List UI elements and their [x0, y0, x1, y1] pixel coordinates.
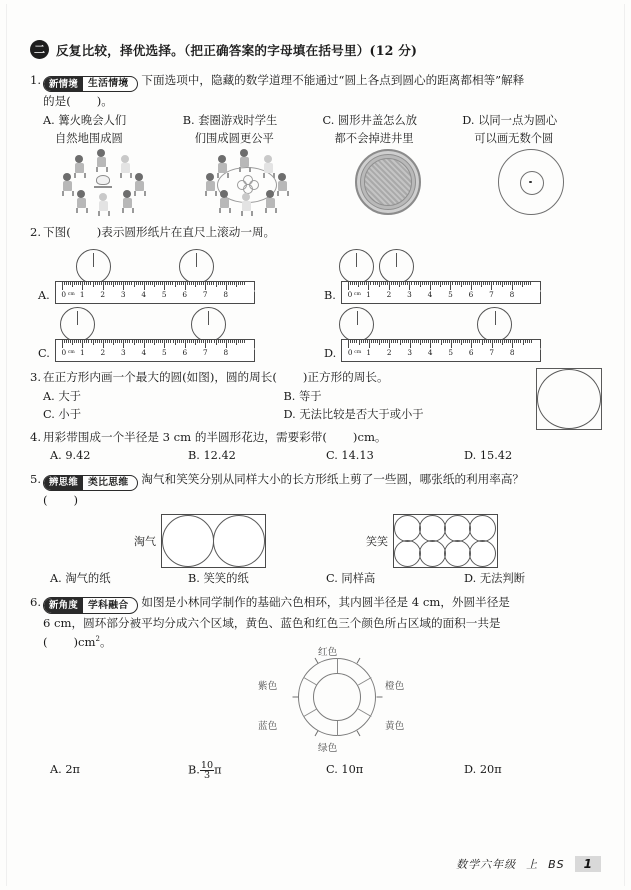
cut-circle: [394, 515, 421, 542]
wheel-label-yellow: 黄色: [385, 720, 405, 732]
question-3-number: 3.: [30, 369, 42, 384]
question-6-option-c[interactable]: C. 10π: [326, 762, 364, 776]
ring-pegs-group: [235, 175, 259, 191]
question-6-text-3c: 。: [100, 634, 112, 649]
option-label: B. 套圈游戏时学生: [182, 114, 278, 128]
kid-figure: [277, 173, 288, 196]
section-title: 反复比较，择优选择。（把正确答案的字母填在括号里）(12 分): [56, 43, 418, 58]
question-6-color-wheel-figure: [30, 646, 602, 760]
footer-subject: 数学六年级: [456, 858, 517, 871]
option-label: A. 篝火晚会人们: [43, 114, 127, 128]
manhole-cover-photo: [316, 149, 459, 217]
wheel-label-blue: 蓝色: [258, 720, 278, 732]
fraction-ten-thirds: $\frac{10}{3}$: [200, 759, 214, 782]
option-label: B.: [324, 288, 336, 302]
question-6-badge: [43, 597, 138, 614]
option-suffix: π: [214, 763, 222, 777]
ruler-scale: 0 1 2 3 4 5 6 7 8 cm: [55, 281, 255, 304]
rolling-circle: [339, 307, 374, 342]
question-6-superscript: 2: [95, 634, 101, 643]
question-4-text-b: )cm。: [352, 429, 387, 444]
paper-owner-label: 淘气: [134, 535, 156, 549]
question-3-options-row-1: [30, 388, 602, 406]
cut-circle: [419, 515, 446, 542]
question-1-figures: [30, 149, 602, 217]
kid-figure: [122, 190, 133, 213]
question-2-option-c[interactable]: [30, 304, 316, 362]
question-5-option-c[interactable]: C. 同样高: [326, 572, 376, 586]
question-6-option-a[interactable]: A. 2π: [50, 762, 80, 776]
question-4-option-b[interactable]: B. 12.42: [188, 449, 236, 463]
kid-figure: [219, 190, 230, 213]
kid-figure: [62, 173, 73, 196]
page-content: [30, 40, 602, 785]
kid-figure: [217, 155, 228, 178]
question-5-text-2b: ): [73, 493, 79, 508]
question-6-number: 6.: [30, 594, 42, 609]
question-6-stem: [30, 593, 602, 614]
rolling-circle: [477, 307, 512, 342]
question-6-text-3: (: [43, 634, 48, 649]
campfire-circle-illustration: [30, 149, 173, 217]
question-5-text: 淘气和笑笑分别从同样大小的长方形纸上剪了一些圆，哪张纸的利用率高？: [141, 471, 525, 486]
ring-toss-illustration: [173, 149, 316, 217]
kid-figure: [265, 190, 276, 213]
question-3-option-c[interactable]: C. 小于: [43, 408, 82, 422]
question-4-option-d[interactable]: D. 15.42: [464, 449, 513, 463]
question-5-option-d[interactable]: D. 无法判断: [464, 572, 526, 586]
question-2-ruler-options: [30, 246, 602, 362]
footer-volume: 上: [526, 858, 539, 871]
question-3-options-row-2: [30, 406, 602, 424]
question-2-option-b[interactable]: [316, 246, 602, 304]
rolling-circle: [379, 249, 414, 284]
question-4: [30, 428, 602, 465]
concentric-circles-diagram: [459, 149, 602, 217]
campfire-icon: [93, 175, 113, 189]
question-1-option-b[interactable]: [183, 112, 323, 147]
wheel-label-red: 红色: [318, 646, 338, 658]
question-2-text-b: )表示圆形纸片在直尺上滚动一周。: [96, 225, 276, 240]
paper-taoqi: [134, 514, 266, 568]
question-1-text-2b: )。: [96, 94, 113, 109]
badge-dark-label: 新情境: [44, 77, 83, 92]
kid-figure: [205, 173, 216, 196]
question-1-text: 下面选项中，隐藏的数学道理不能通过“圆上各点到圆心的距离都相等”解释: [141, 73, 525, 87]
badge-dark-label: 新角度: [44, 598, 83, 613]
badge-light-label: 类比思维: [88, 477, 129, 489]
question-1-options: [30, 112, 602, 147]
kid-figure: [120, 155, 131, 178]
rolling-circle: [76, 249, 111, 284]
ruler-figure-b: [341, 250, 556, 304]
question-5-figures: [30, 514, 602, 568]
cut-circle: [469, 540, 496, 567]
kid-figure: [239, 149, 250, 172]
option-label: A.: [38, 288, 50, 302]
question-6-option-b[interactable]: [188, 761, 326, 781]
question-3-text: 在正方形内画一个最大的圆(如图)，圆的周长(: [43, 369, 277, 384]
option-label: D. 以同一点为圆心: [462, 114, 558, 128]
question-5-options: [30, 570, 602, 588]
question-1: [30, 71, 602, 217]
ruler-scale: 0 1 2 3 4 5 6 7 8 cm: [55, 339, 255, 362]
question-5-option-a[interactable]: A. 淘气的纸: [50, 572, 111, 586]
question-1-text-2: 的是(: [43, 94, 71, 109]
cut-circle: [213, 515, 265, 567]
question-1-stem-2: [30, 92, 602, 111]
rolling-circle: [339, 249, 374, 284]
kid-figure: [241, 193, 252, 216]
ruler-figure-d: [341, 308, 556, 362]
option-sublabel: 都不会掉进井里: [334, 131, 414, 145]
cut-circle: [419, 540, 446, 567]
option-label: C. 圆形井盖怎么放: [322, 114, 418, 128]
rolling-circle: [60, 307, 95, 342]
question-2-option-a[interactable]: [30, 246, 316, 304]
question-3-option-d[interactable]: D. 无法比较是否大于或小于: [283, 408, 424, 422]
question-4-number: 4.: [30, 429, 42, 444]
paper-rect: [393, 514, 498, 568]
kid-figure: [98, 193, 109, 216]
ruler-scale: 0 1 2 3 4 5 6 7 8 cm: [341, 339, 541, 362]
badge-light-label: 生活情境: [88, 78, 129, 90]
question-1-badge: [43, 76, 138, 93]
question-3: [30, 368, 602, 424]
question-2-text: 下图(: [43, 225, 71, 240]
question-6-text: 如图是小林同学制作的基础六色相环，其内圆半径是 4 cm，外圆半径是: [141, 594, 510, 609]
option-sublabel: 可以画无数个圆: [474, 131, 554, 145]
question-2-option-d[interactable]: [316, 304, 602, 362]
cut-circle: [444, 515, 471, 542]
question-4-text: 用彩带围成一个半径是 3 cm 的半圆形花边，需要彩带(: [43, 429, 327, 444]
kid-figure: [74, 155, 85, 178]
paper-xiaoxiao: [366, 514, 498, 568]
question-6-options: [30, 761, 602, 781]
question-5-number: 5.: [30, 471, 42, 486]
question-5-stem-2: [30, 491, 602, 510]
question-3-option-b[interactable]: B. 等于: [283, 389, 322, 403]
cut-circle: [394, 540, 421, 567]
kids-ringtoss-group: [189, 149, 301, 213]
question-5-stem: [30, 470, 602, 491]
question-2-number: 2.: [30, 225, 42, 240]
question-1-option-d[interactable]: [462, 112, 602, 147]
question-4-options: [30, 447, 602, 465]
kid-figure: [134, 173, 145, 196]
color-wheel-diagram: [298, 658, 376, 736]
question-5-badge: [43, 475, 138, 492]
ruler-scale: 0 1 2 3 4 5 6 7 8 cm: [341, 281, 541, 304]
paper-rect: [161, 514, 266, 568]
question-1-stem: [30, 71, 602, 92]
question-4-option-c[interactable]: C. 14.13: [326, 449, 374, 463]
question-3-option-a[interactable]: A. 大于: [43, 389, 81, 403]
wheel-label-orange: 橙色: [385, 680, 405, 692]
wheel-label-purple: 紫色: [258, 680, 278, 692]
kid-figure: [76, 190, 87, 213]
question-5: [30, 470, 602, 588]
badge-dark-label: 辨思维: [44, 476, 83, 491]
option-sublabel: 们围成圆更公平: [194, 131, 274, 145]
rolling-circle: [191, 307, 226, 342]
option-label: C.: [38, 346, 50, 360]
rolling-circle: [179, 249, 214, 284]
question-5-option-b[interactable]: B. 笑笑的纸: [188, 572, 249, 586]
badge-light-label: 学科融合: [88, 599, 129, 611]
question-1-option-a[interactable]: [43, 112, 183, 147]
section-number-badge: 二: [30, 40, 49, 59]
manhole-cover-shape: [355, 149, 421, 215]
option-label: B.: [188, 763, 200, 777]
option-sublabel: 自然地围成圆: [55, 131, 123, 145]
question-3-stem: [30, 368, 602, 387]
section-header: [30, 40, 602, 59]
kid-figure: [263, 155, 274, 178]
option-label: D.: [324, 346, 337, 360]
paper-owner-label: 笑笑: [366, 535, 388, 549]
page-footer: [30, 856, 601, 872]
cut-circle: [162, 515, 214, 567]
question-1-number: 1.: [30, 73, 42, 87]
cut-circle: [444, 540, 471, 567]
cut-circle: [469, 515, 496, 542]
question-2: [30, 223, 602, 362]
wheel-label-green: 绿色: [318, 742, 338, 754]
question-4-stem: [30, 428, 602, 447]
kids-circle-group: [46, 149, 158, 213]
concentric-circle-shape: [498, 149, 564, 215]
question-6-text-2: 6 cm，圆环部分被平均分成六个区域，黄色、蓝色和红色三个颜色所占区域的面积一共是: [43, 615, 501, 630]
question-6-stem-2: [30, 614, 602, 633]
question-4-option-a[interactable]: A. 9.42: [50, 449, 91, 463]
question-6-stem-3: [30, 633, 602, 652]
question-1-option-c[interactable]: [323, 112, 463, 147]
question-2-stem: [30, 223, 602, 242]
square-with-inscribed-circle: [536, 368, 602, 430]
inner-circle: [313, 673, 361, 721]
question-6-text-3b: )cm: [73, 634, 96, 649]
page-number: 1: [575, 856, 601, 872]
question-6-option-d[interactable]: D. 20π: [464, 762, 502, 776]
ruler-figure-c: [55, 308, 270, 362]
kid-figure: [96, 149, 107, 172]
ruler-figure-a: [55, 250, 270, 304]
question-3-text-b: )正方形的周长。: [302, 369, 389, 384]
footer-edition: BS: [548, 857, 565, 871]
question-6: [30, 593, 602, 781]
question-5-text-2: (: [43, 493, 48, 508]
